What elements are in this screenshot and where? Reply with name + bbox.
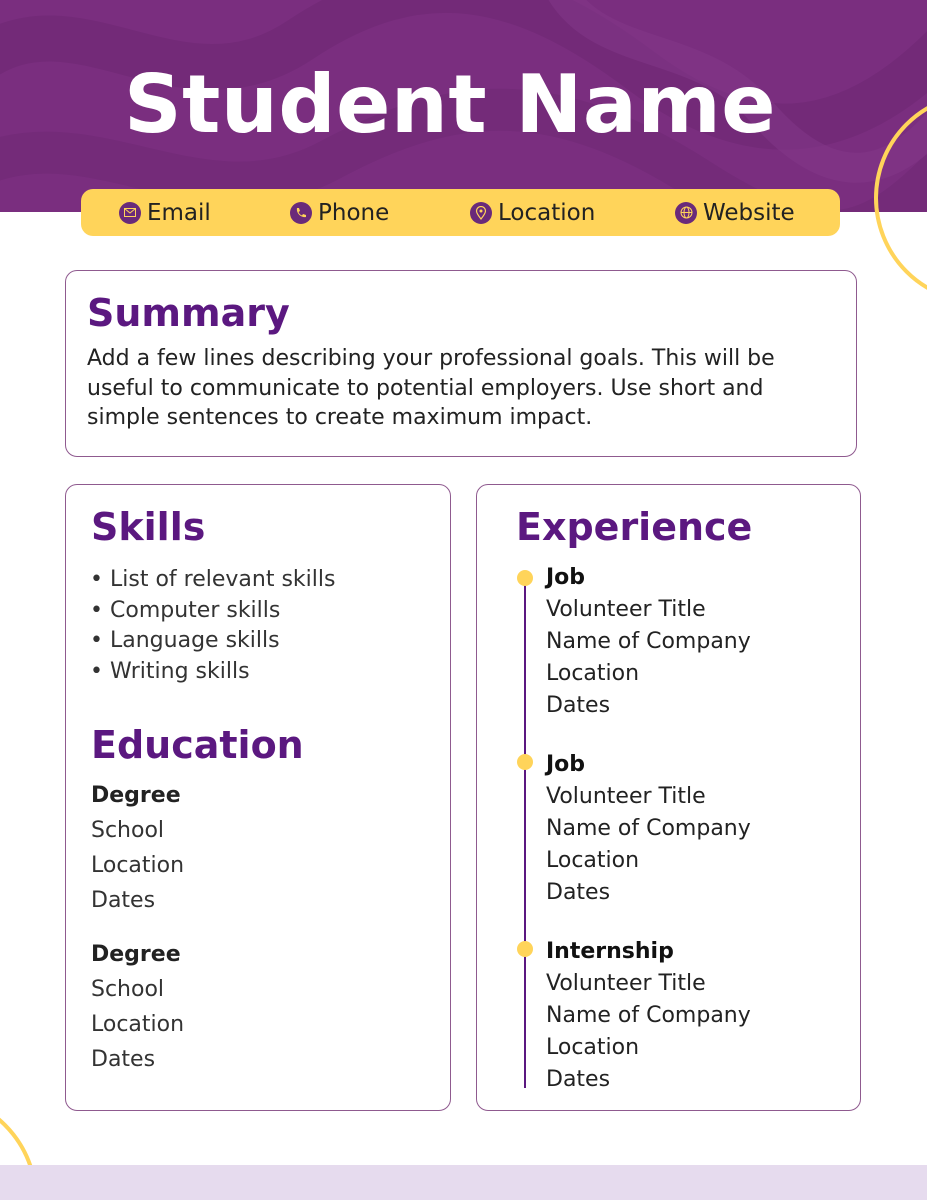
mail-icon (119, 202, 141, 224)
contact-bar (81, 189, 840, 236)
education-degree: Degree (91, 783, 181, 808)
student-name-title: Student Name (124, 58, 776, 151)
contact-website[interactable] (675, 189, 795, 236)
experience-type: Internship (546, 939, 674, 964)
skill-item: • Language skills (90, 626, 335, 657)
contact-location-label: Location (498, 199, 596, 226)
education-dates: Dates (91, 888, 156, 913)
education-heading: Education (91, 723, 304, 767)
skill-item: • List of relevant skills (90, 565, 335, 596)
experience-dates: Dates (546, 1067, 611, 1092)
summary-line: simple sentences to create maximum impact. (87, 405, 593, 430)
footer-band (0, 1165, 927, 1200)
summary-heading: Summary (87, 291, 290, 335)
education-entry (91, 937, 184, 1077)
experience-title: Volunteer Title (546, 597, 706, 622)
experience-entry (546, 562, 751, 722)
summary-card (65, 270, 857, 457)
education-entry (91, 778, 184, 918)
experience-type: Job (546, 752, 586, 777)
experience-location: Location (546, 848, 640, 873)
timeline-dot (517, 570, 533, 586)
experience-company: Name of Company (546, 816, 751, 841)
skills-education-card (65, 484, 451, 1111)
education-location: Location (91, 1012, 185, 1037)
experience-card (476, 484, 861, 1111)
location-pin-icon (470, 202, 492, 224)
summary-text (87, 344, 847, 433)
education-dates: Dates (91, 1047, 156, 1072)
experience-location: Location (546, 661, 640, 686)
summary-line: useful to communicate to potential employers. Use short and (87, 375, 764, 401)
contact-location[interactable] (470, 189, 595, 236)
timeline-line (524, 577, 526, 1088)
contact-phone-label: Phone (318, 199, 390, 226)
contact-website-label: Website (703, 199, 795, 226)
timeline-dot (517, 941, 533, 957)
contact-email[interactable] (119, 189, 211, 236)
skills-heading: Skills (91, 505, 206, 549)
experience-title: Volunteer Title (546, 784, 706, 809)
education-school: School (91, 977, 165, 1002)
experience-entry (546, 749, 751, 909)
globe-icon (675, 202, 697, 224)
contact-phone[interactable] (290, 189, 389, 236)
experience-heading: Experience (516, 505, 753, 549)
skill-item: • Writing skills (90, 657, 335, 688)
timeline-dot (517, 754, 533, 770)
experience-location: Location (546, 1035, 640, 1060)
summary-line: Add a few lines describing your professional goals. This will be (87, 346, 775, 371)
experience-title: Volunteer Title (546, 971, 706, 996)
skills-list (90, 565, 335, 687)
header-banner (0, 0, 927, 212)
phone-icon (290, 202, 312, 224)
education-location: Location (91, 853, 185, 878)
experience-type: Job (546, 565, 586, 590)
education-degree: Degree (91, 942, 181, 967)
experience-company: Name of Company (546, 1003, 751, 1028)
contact-email-label: Email (147, 199, 211, 226)
experience-company: Name of Company (546, 629, 751, 654)
experience-dates: Dates (546, 880, 611, 905)
education-school: School (91, 818, 165, 843)
skill-item: • Computer skills (90, 596, 335, 627)
experience-dates: Dates (546, 693, 611, 718)
experience-entry (546, 936, 751, 1096)
